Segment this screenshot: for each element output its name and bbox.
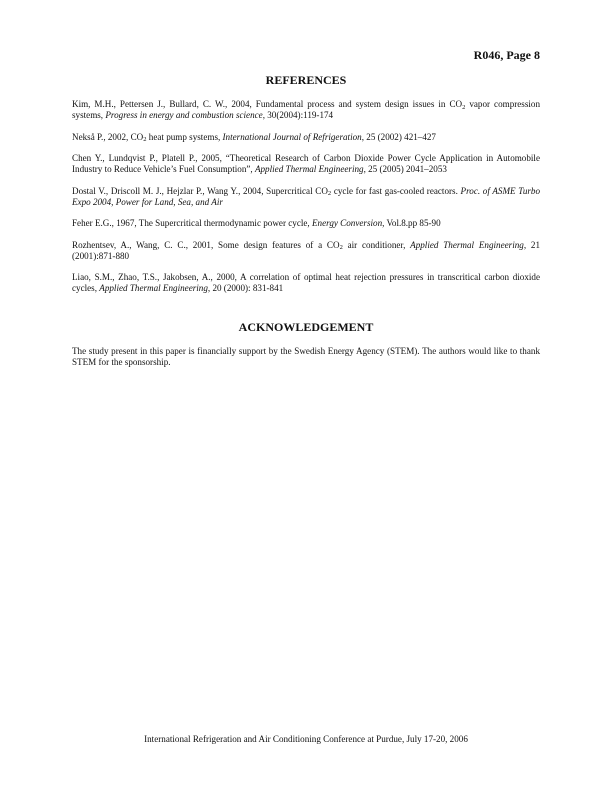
acknowledgement-text: The study present in this paper is financially support by the Swedish Energy Agency (STEM). The authors would like to thank STEM for the sponsorship. [72, 346, 540, 367]
reference-item: Chen Y., Lundqvist P., Platell P., 2005, “Theoretical Research of Carbon Dioxide Power Cycle Application in Automobile Industry to Reduce Vehicle’s Fuel Consumption”, Applied Thermal Engineering, 25 (2005) 2041–2053 [72, 153, 540, 174]
reference-item: Feher E.G., 1967, The Supercritical thermodynamic power cycle, Energy Conversion, Vol.8.pp 85-90 [72, 218, 441, 228]
reference-item: Kim, M.H., Pettersen J., Bullard, C. W., 2004, Fundamental process and system design issues in $CO_2$ vapor compression systems, Progress in energy and combustion science, 30(2004):119-174 [72, 99, 541, 120]
page-number-label: R046, Page 8 [473, 48, 540, 62]
acknowledgement-heading: ACKNOWLEDGEMENT [238, 320, 374, 334]
reference-item: Liao, S.M., Zhao, T.S., Jakobsen, A., 2000, A correlation of optimal heat rejection pressures in transcritical carbon dioxide cycles, Applied Thermal Engineering, 20 (2000): 831-841 [72, 272, 540, 293]
reference-list [72, 99, 540, 305]
references-heading: REFERENCES [265, 73, 347, 87]
reference-item: Dostal V., Driscoll M. J., Hejzlar P., Wang Y., 2004, Supercritical $CO_2$ cycle for fast gas-cooled reactors. Proc. of ASME Turbo Expo 2004, Power for Land, Sea, and Air [72, 185, 540, 207]
reference-item: Rozhentsev, A., Wang, C. C., 2001, Some design features of a $CO_2$ air conditioner, Applied Thermal Engineering, 21 (2001):871-880 [72, 239, 540, 261]
reference-item: Nekså P., 2002, $CO_2$ heat pump systems, International Journal of Refrigeration, 25 (2002) 421–427 [72, 131, 436, 143]
conference-footer: International Refrigeration and Air Conditioning Conference at Purdue, July 17-20, 2006 [144, 734, 468, 744]
